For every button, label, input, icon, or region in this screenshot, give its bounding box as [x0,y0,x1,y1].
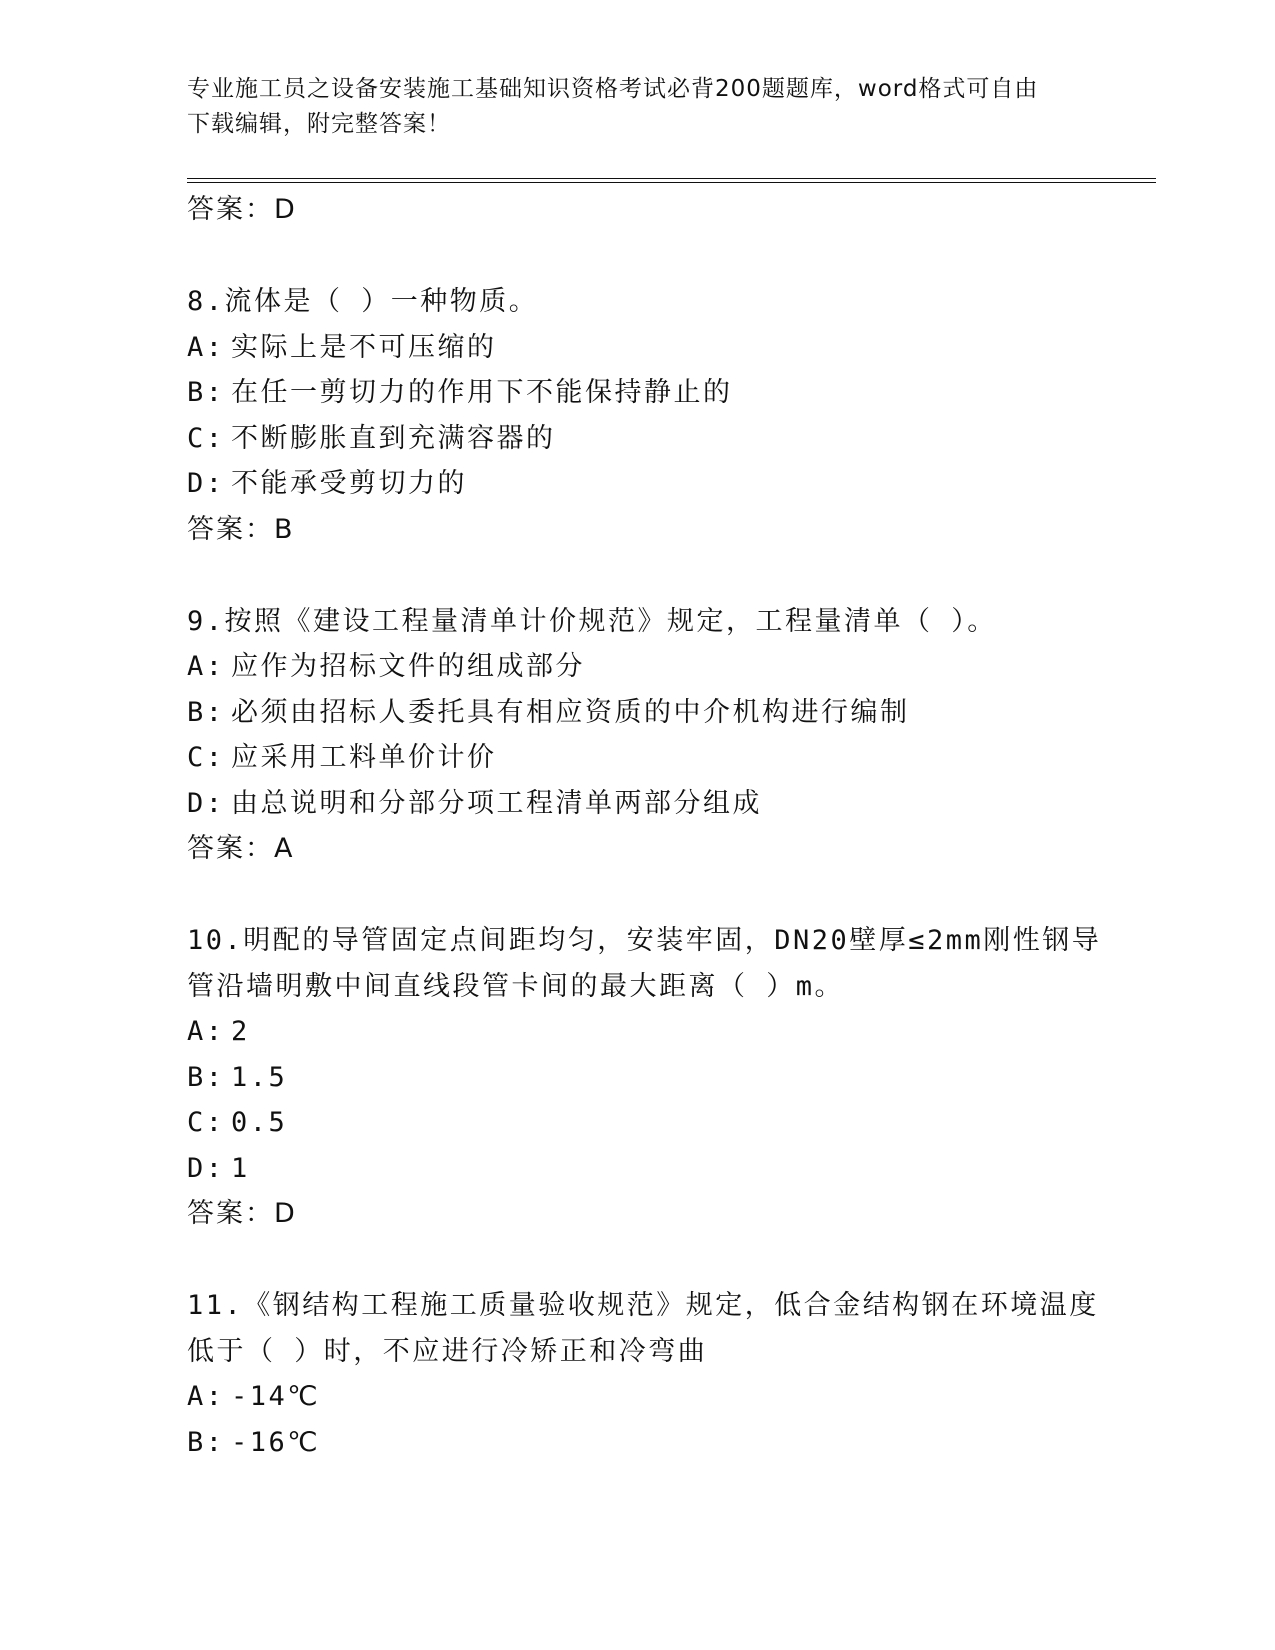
option-text: 应作为招标文件的组成部分 [231,651,585,682]
option-letter: B: [187,1061,225,1093]
option-letter: A: [187,651,225,682]
question-8 [187,279,1156,599]
question-11 [187,1283,1156,1465]
answer: 答案：A [187,833,295,864]
option-a [187,644,1156,690]
option-letter: C: [187,742,225,773]
option-letter: B: [187,696,225,728]
option-text: 由总说明和分部分项工程清单两部分组成 [231,787,762,819]
answer: 答案：B [187,513,295,545]
option-text: 不断膨胀直到充满容器的 [231,422,556,454]
option-d [187,781,1156,827]
question-stem-line-1: 11.《钢结构工程施工质量验收规范》规定，低合金结构钢在环境温度 [187,1290,1099,1321]
header-line-1: 专业施工员之设备安装施工基础知识资格考试必背200题题库，word格式可自由 [187,76,1039,102]
option-text: 实际上是不可压缩的 [231,331,497,363]
question-stem: 8.流体是（ ）一种物质。 [187,286,539,317]
option-b [187,370,1156,416]
answer: 答案：D [187,1198,297,1229]
option-text: 0.5 [231,1107,288,1138]
header-line-2: 下载编辑，附完整答案！ [187,111,451,137]
question-stem-line-1: 10.明配的导管固定点间距均匀，安装牢固，DN20壁厚≤2mm刚性钢导 [187,925,1102,956]
option-text: 在任一剪切力的作用下不能保持静止的 [231,377,733,408]
option-c [187,416,1156,462]
option-text: 不能承受剪切力的 [231,468,467,499]
option-letter: C: [187,422,225,454]
spacer [187,1237,1156,1283]
option-a [187,1009,1156,1055]
question-stem-line-2: 管沿墙明敷中间直线段管卡间的最大距离（ ）m。 [187,970,845,1002]
option-letter: A: [187,1016,225,1047]
option-letter: B: [187,1426,225,1458]
option-a [187,1374,1156,1420]
option-text: -14℃ [231,1381,321,1412]
option-text: 1.5 [231,1061,288,1093]
spacer [187,553,1156,599]
option-text: 应采用工料单价计价 [231,742,497,773]
question-10 [187,918,1156,1283]
spacer [187,872,1156,918]
option-text: 2 [231,1016,250,1047]
spacer [187,233,1156,279]
option-c [187,1100,1156,1146]
option-letter: A: [187,1381,225,1412]
option-d [187,1146,1156,1192]
option-a [187,325,1156,371]
previous-answer: 答案：D [187,194,297,225]
option-c [187,735,1156,781]
option-text: -16℃ [231,1426,321,1458]
option-letter: A: [187,331,225,363]
option-letter: D: [187,787,225,819]
option-b [187,1055,1156,1101]
question-list [187,187,1156,1465]
page-header [187,72,1087,142]
option-letter: C: [187,1107,225,1138]
option-text: 1 [231,1152,250,1184]
option-letter: D: [187,1152,225,1184]
header-divider [187,178,1156,183]
option-letter: B: [187,377,225,408]
option-b [187,1420,1156,1466]
question-stem-line-2: 低于（ ）时，不应进行冷矫正和冷弯曲 [187,1335,708,1367]
option-text: 必须由招标人委托具有相应资质的中介机构进行编制 [231,696,910,728]
question-stem: 9.按照《建设工程量清单计价规范》规定，工程量清单（ ）。 [187,605,997,637]
question-9 [187,599,1156,919]
option-b [187,690,1156,736]
option-letter: D: [187,468,225,499]
option-d [187,461,1156,507]
